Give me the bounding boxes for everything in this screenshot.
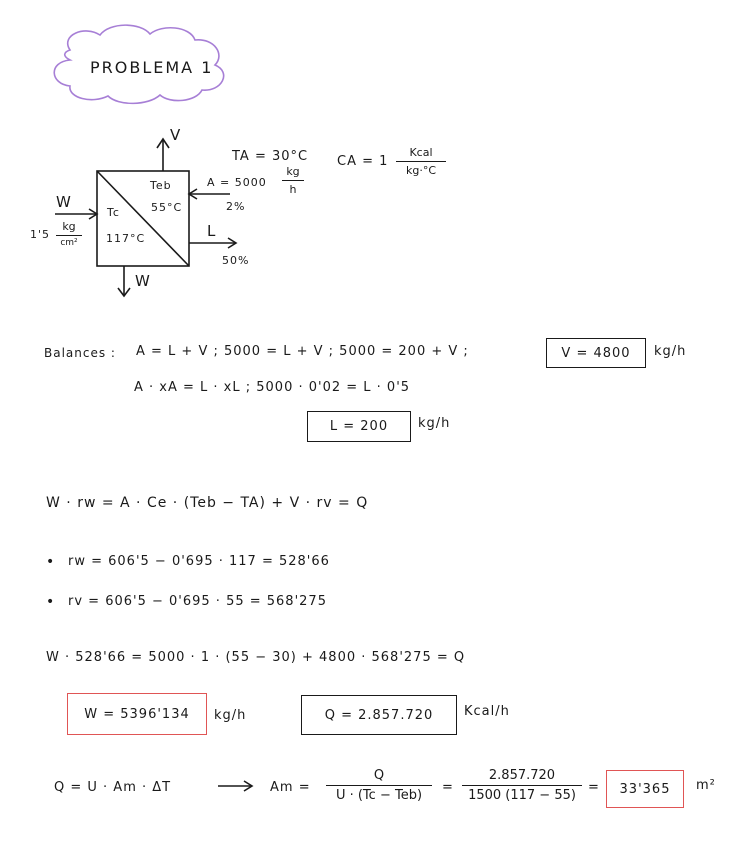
area-eq-1: = (442, 780, 454, 795)
bullet-2: • (46, 594, 56, 610)
page-title: PROBLEMA 1 (90, 58, 214, 77)
rw-line: rw = 606'5 − 0'695 · 117 = 528'66 (68, 554, 330, 569)
area-am: Am = (270, 780, 311, 795)
q-unit: Kcal/h (464, 704, 510, 719)
l-unit: kg/h (418, 416, 451, 431)
a-label: A = 5000 (207, 176, 267, 189)
w-unit: kg/h (214, 708, 247, 723)
w-in-rate: 1'5 (30, 228, 51, 241)
energy-equation: W · rw = A · Ce · (Teb − TA) + V · rv = Q (46, 495, 369, 511)
area-fraction-1: Q U · (Tc − Teb) (326, 768, 432, 803)
rv-line: rv = 606'5 − 0'695 · 55 = 568'275 (68, 594, 327, 609)
a-unit: kg h (282, 165, 304, 196)
teb-value: 55°C (151, 201, 183, 214)
w-out-label: W (135, 272, 151, 290)
area-unit: m² (696, 778, 716, 793)
area-fraction-2: 2.857.720 1500 (117 − 55) (462, 768, 582, 803)
area-eq-2: = (588, 780, 600, 795)
w-in-unit: kg cm² (56, 220, 82, 248)
l-pct: 50% (222, 254, 250, 267)
area-result-box: 33'365 (606, 770, 684, 808)
area-lhs: Q = U · Am · ΔT (54, 780, 172, 795)
l-result-box: L = 200 (307, 411, 411, 442)
l-label: L (207, 222, 217, 240)
balance-line-2: A · xA = L · xL ; 5000 · 0'02 = L · 0'5 (134, 380, 411, 395)
v-unit: kg/h (654, 344, 687, 359)
a-pct: 2% (226, 200, 246, 213)
w-result-box: W = 5396'134 (67, 693, 207, 735)
energy-line: W · 528'66 = 5000 · 1 · (55 − 30) + 4800 · 568'275 = Q (46, 650, 466, 665)
ta-condition: TA = 30°C (232, 149, 309, 164)
v-label: V (170, 126, 182, 144)
teb-label: Teb (150, 179, 172, 192)
tc-value: 117°C (106, 232, 146, 245)
ca-unit: Kcal kg·°C (396, 146, 446, 177)
balances-label: Balances : (44, 346, 116, 360)
ca-condition: CA = 1 (337, 154, 389, 169)
q-result-box: Q = 2.857.720 (301, 695, 457, 735)
tc-label: Tc (107, 206, 120, 219)
v-result-box: V = 4800 (546, 338, 646, 368)
w-in-label: W (56, 193, 72, 211)
balance-line-1: A = L + V ; 5000 = L + V ; 5000 = 200 + V ; (136, 344, 469, 359)
bullet-1: • (46, 554, 56, 570)
